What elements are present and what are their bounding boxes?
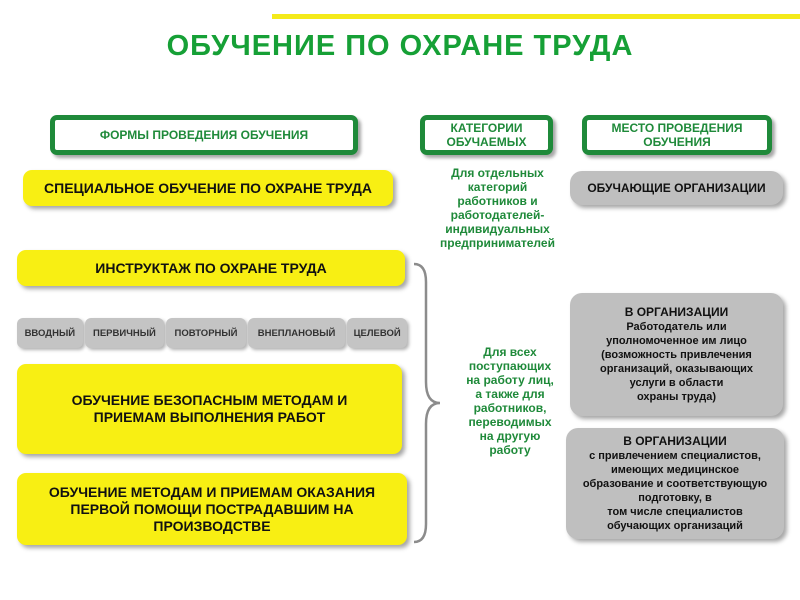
- in-org-box-2: [566, 428, 784, 539]
- training-orgs-label: ОБУЧАЮЩИЕ ОРГАНИЗАЦИИ: [587, 181, 766, 195]
- in-org-2-title: В ОРГАНИЗАЦИИ: [623, 434, 727, 448]
- header-forms: [50, 115, 358, 155]
- in-org-1-title: В ОРГАНИЗАЦИИ: [624, 305, 729, 319]
- first-aid-label: ОБУЧЕНИЕ МЕТОДАМ И ПРИЕМАМ ОКАЗАНИЯ ПЕРВОЙ ПОМОЩИ ПОСТРАДАВШИМ НА ПРОИЗВОДСТВЕ: [48, 483, 376, 534]
- first-aid-box: [17, 473, 407, 545]
- header-forms-label: ФОРМЫ ПРОВЕДЕНИЯ ОБУЧЕНИЯ: [99, 128, 309, 142]
- special-training-label: СПЕЦИАЛЬНОЕ ОБУЧЕНИЕ ПО ОХРАНЕ ТРУДА: [44, 179, 372, 196]
- in-org-1-body: Работодатель или уполномоченное им лицо (возможность привлечения организаций, оказывающих услуги в области охраны труда): [599, 321, 753, 403]
- briefing-types: [17, 318, 407, 348]
- category-all-text: Для всех поступающих на работу лиц, а также для работников, переводимых на другую работу: [466, 345, 554, 457]
- in-org-2-body: с привлечением специалистов, имеющих медицинское образование и соответствующую подготовку, в том числе специалистов обучающих организаций: [582, 450, 768, 532]
- header-categories: [420, 115, 553, 155]
- page-title: ОБУЧЕНИЕ ПО ОХРАНЕ ТРУДА: [166, 30, 634, 62]
- grouping-brace: [412, 262, 442, 544]
- header-place-label: МЕСТО ПРОВЕДЕНИЯ ОБУЧЕНИЯ: [611, 121, 743, 149]
- category-separate-text: Для отдельных категорий работников и работодателей- индивидуальных предпринимателей: [440, 166, 555, 250]
- briefing-type-primary: ПЕРВИЧНЫЙ: [85, 318, 165, 348]
- briefing-box: [17, 250, 405, 286]
- header-categories-label: КАТЕГОРИИ ОБУЧАЕМЫХ: [446, 121, 527, 149]
- safe-methods-box: [17, 364, 402, 454]
- training-orgs-box: [570, 171, 783, 205]
- header-place: [582, 115, 772, 155]
- briefing-type-unscheduled: ВНЕПЛАНОВЫЙ: [248, 318, 345, 348]
- briefing-type-introductory: ВВОДНЫЙ: [17, 318, 83, 348]
- briefing-label: ИНСТРУКТАЖ ПО ОХРАНЕ ТРУДА: [95, 259, 327, 276]
- briefing-type-repeated: ПОВТОРНЫЙ: [166, 318, 246, 348]
- in-org-box-1: [570, 293, 783, 416]
- accent-line: [272, 14, 800, 19]
- special-training-box: [23, 170, 393, 206]
- briefing-type-targeted: ЦЕЛЕВОЙ: [347, 318, 407, 348]
- safe-methods-label: ОБУЧЕНИЕ БЕЗОПАСНЫМ МЕТОДАМ И ПРИЕМАМ ВЫПОЛНЕНИЯ РАБОТ: [71, 392, 348, 425]
